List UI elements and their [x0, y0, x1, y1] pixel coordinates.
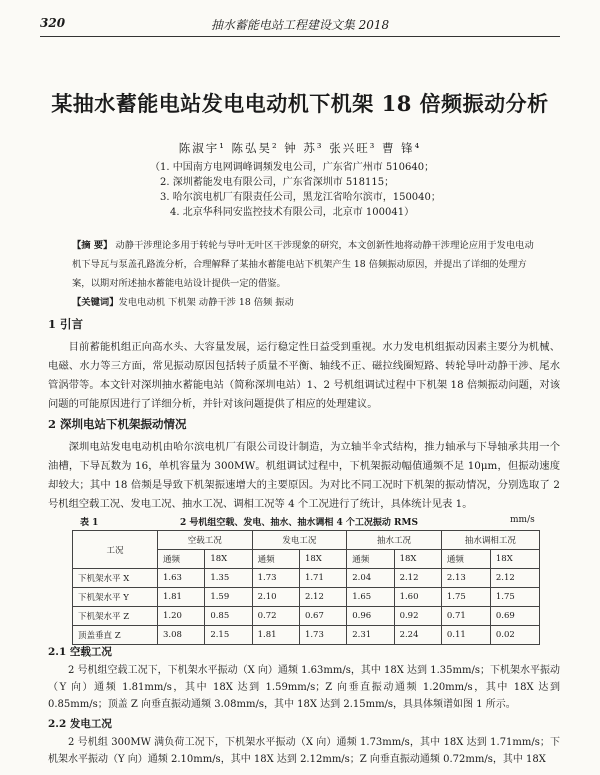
row-label: 下机架水平 X: [73, 569, 158, 588]
affiliation-3: 3. 哈尔滨电机厂有限责任公司，黑龙江省哈尔滨市，150040；: [160, 192, 441, 203]
sub-header: 18X: [299, 550, 346, 569]
table-row: [73, 626, 540, 645]
table-row-header: 工况: [73, 531, 158, 569]
table-cell: 2.04: [347, 569, 394, 588]
sub-header: 通频: [158, 550, 205, 569]
vibration-table: [72, 530, 540, 645]
table-cell: 0.72: [252, 607, 299, 626]
section-2-1-heading: 2.1 空载工况: [48, 646, 112, 658]
keywords: [72, 293, 542, 312]
table-cell: 0.96: [347, 607, 394, 626]
table-row: [73, 588, 540, 607]
affiliation-2: 2. 深圳蓄能发电有限公司，广东省深圳市 518115；: [160, 177, 395, 188]
abstract-text: 动静干涉理论多用于转轮与导叶无叶区干涉现象的研究，本文创新性地将动静干涉理论应用于发电电动机下导瓦与泵盖孔路流分析，合理解释了某抽水蓄能电站下机架产生 18 倍频振动原因，并提出了详细的处理方案，以期对所述抽水蓄能电站设计提供一定的借鉴。: [72, 240, 534, 289]
authors: 陈淑宇¹ 陈弘昊² 钟 苏³ 张兴旺³ 曹 锋⁴: [178, 141, 422, 155]
table-row: [73, 607, 540, 626]
paper-title: 某抽水蓄能电站发电电动机下机架 18 倍频振动分析: [51, 91, 549, 116]
table-cell: 0.69: [490, 607, 539, 626]
sub-header: 18X: [490, 550, 539, 569]
sub-header: 通频: [347, 550, 394, 569]
journal-title: 抽水蓄能电站工程建设文集 2018: [210, 18, 390, 32]
table-cell: 2.31: [347, 626, 394, 645]
affiliation-4: 4. 北京华科同安监控技术有限公司，北京市 100041）: [170, 207, 415, 218]
sub-header: 通频: [252, 550, 299, 569]
table-cell: 0.71: [441, 607, 490, 626]
page-number: 320: [40, 16, 66, 30]
section-2-heading: 2 深圳电站下机架振动情况: [48, 417, 187, 431]
table-cell: 1.35: [205, 569, 252, 588]
table-cell: 1.81: [252, 626, 299, 645]
table-cell: 1.65: [347, 588, 394, 607]
table-cell: 1.73: [299, 626, 346, 645]
table-cell: 0.11: [441, 626, 490, 645]
section-2-1-text: 2 号机组空载工况下，下机架水平振动（X 向）通频 1.63mm/s，其中 18X 达到 1.35mm/s；下机架水平振动（Y 向）通频 1.81mm/s，其中 18X 达到 1.59mm/s；Z 向垂直振动通频 1.20mm/s，其中 18X 达到 0.85mm/s；顶盖 Z 向垂直振动通频 3.08mm/s，其中 18X 达到 2.15mm/s，具具体频谱如图 1 所示。: [48, 665, 560, 710]
table-cell: 2.24: [394, 626, 441, 645]
table-cell: 2.15: [205, 626, 252, 645]
sub-header: 18X: [205, 550, 252, 569]
section-1-text: 目前蓄能机组正向高水头、大容量发展，运行稳定性日益受到重视。水力发电机组振动因素主要分为机械、电磁、水力等三方面，常见振动原因包括转子质量不平衡、轴线不正、磁拉线圈短路、转轮导叶动静干涉、尾水管涡带等。本文针对深圳抽水蓄能电站（简称深圳电站）1、2 号机组调试过程中下机架 18 倍频振动问题，对该问题的可能原因进行了详细分析，并针对该问题提供了相应的处理建议。: [48, 341, 560, 410]
section-1-heading: 1 引言: [48, 317, 84, 331]
table-cell: 1.75: [441, 588, 490, 607]
table-cell: 0.85: [205, 607, 252, 626]
row-label: 下机架水平 Y: [73, 588, 158, 607]
abstract-label: 【摘 要】: [72, 240, 113, 251]
keywords-label: 【关键词】: [72, 297, 119, 308]
table-cell: 1.73: [252, 569, 299, 588]
table-cell: 0.67: [299, 607, 346, 626]
running-header: [40, 16, 560, 36]
sub-header: 18X: [394, 550, 441, 569]
group-header: 发电工况: [252, 531, 347, 550]
row-label: 下机架水平 Z: [73, 607, 158, 626]
header-rule: [40, 36, 560, 37]
table-cell: 2.12: [299, 588, 346, 607]
table-unit: mm/s: [510, 515, 535, 525]
affiliation-1: （1. 中国南方电网调峰调频发电公司，广东省广州市 510640；: [150, 162, 435, 173]
table-cell: 1.59: [205, 588, 252, 607]
table-caption: 2 号机组空载、发电、抽水、抽水调相 4 个工况振动 RMS: [180, 518, 419, 528]
table-cell: 2.12: [490, 569, 539, 588]
section-2-text: 深圳电站发电电动机由哈尔滨电机厂有限公司设计制造，为立轴半伞式结构，推力轴承与下导轴承共用一个油槽，下导瓦数为 16，单机容量为 300MW。机组调试过程中，下机架振动幅值通频不足 10μm，但振动速度却较大；其中 18 倍频是导致下机架振速增大的主要原因。为对比不同工况时下机架的振动情况，分别选取了 2 号机组空载工况、发电工况、抽水工况、调相工况等 4 个工况进行了统计，具体统计见表 1。: [48, 441, 560, 510]
row-label: 顶盖垂直 Z: [73, 626, 158, 645]
abstract-block: [72, 236, 542, 312]
group-header: 抽水工况: [347, 531, 442, 550]
table-cell: 0.92: [394, 607, 441, 626]
table-cell: 1.63: [158, 569, 205, 588]
section-2-2-heading: 2.2 发电工况: [48, 718, 112, 730]
table-row: [73, 569, 540, 588]
table-cell: 1.71: [299, 569, 346, 588]
sub-header: 通频: [441, 550, 490, 569]
table-cell: 2.12: [394, 569, 441, 588]
table-number: 表 1: [80, 518, 99, 528]
table-cell: 1.60: [394, 588, 441, 607]
table-cell: 2.13: [441, 569, 490, 588]
section-2-2-text: 2 号机组 300MW 满负荷工况下，下机架水平振动（X 向）通频 1.73mm/s，其中 18X 达到 1.71mm/s；下机架水平振动（Y 向）通频 2.10mm/s，其中 18X 达到 2.12mm/s；Z 向垂直振动通频 0.72mm/s，其中 18X: [48, 737, 560, 765]
table-cell: 3.08: [158, 626, 205, 645]
abstract: [72, 236, 542, 293]
group-header: 空载工况: [158, 531, 253, 550]
table-cell: 0.02: [490, 626, 539, 645]
keywords-text: 发电电动机 下机架 动静干涉 18 倍频 振动: [118, 297, 294, 308]
group-header: 抽水调相工况: [441, 531, 539, 550]
table-cell: 2.10: [252, 588, 299, 607]
table-cell: 1.75: [490, 588, 539, 607]
table-cell: 1.81: [158, 588, 205, 607]
table-cell: 1.20: [158, 607, 205, 626]
